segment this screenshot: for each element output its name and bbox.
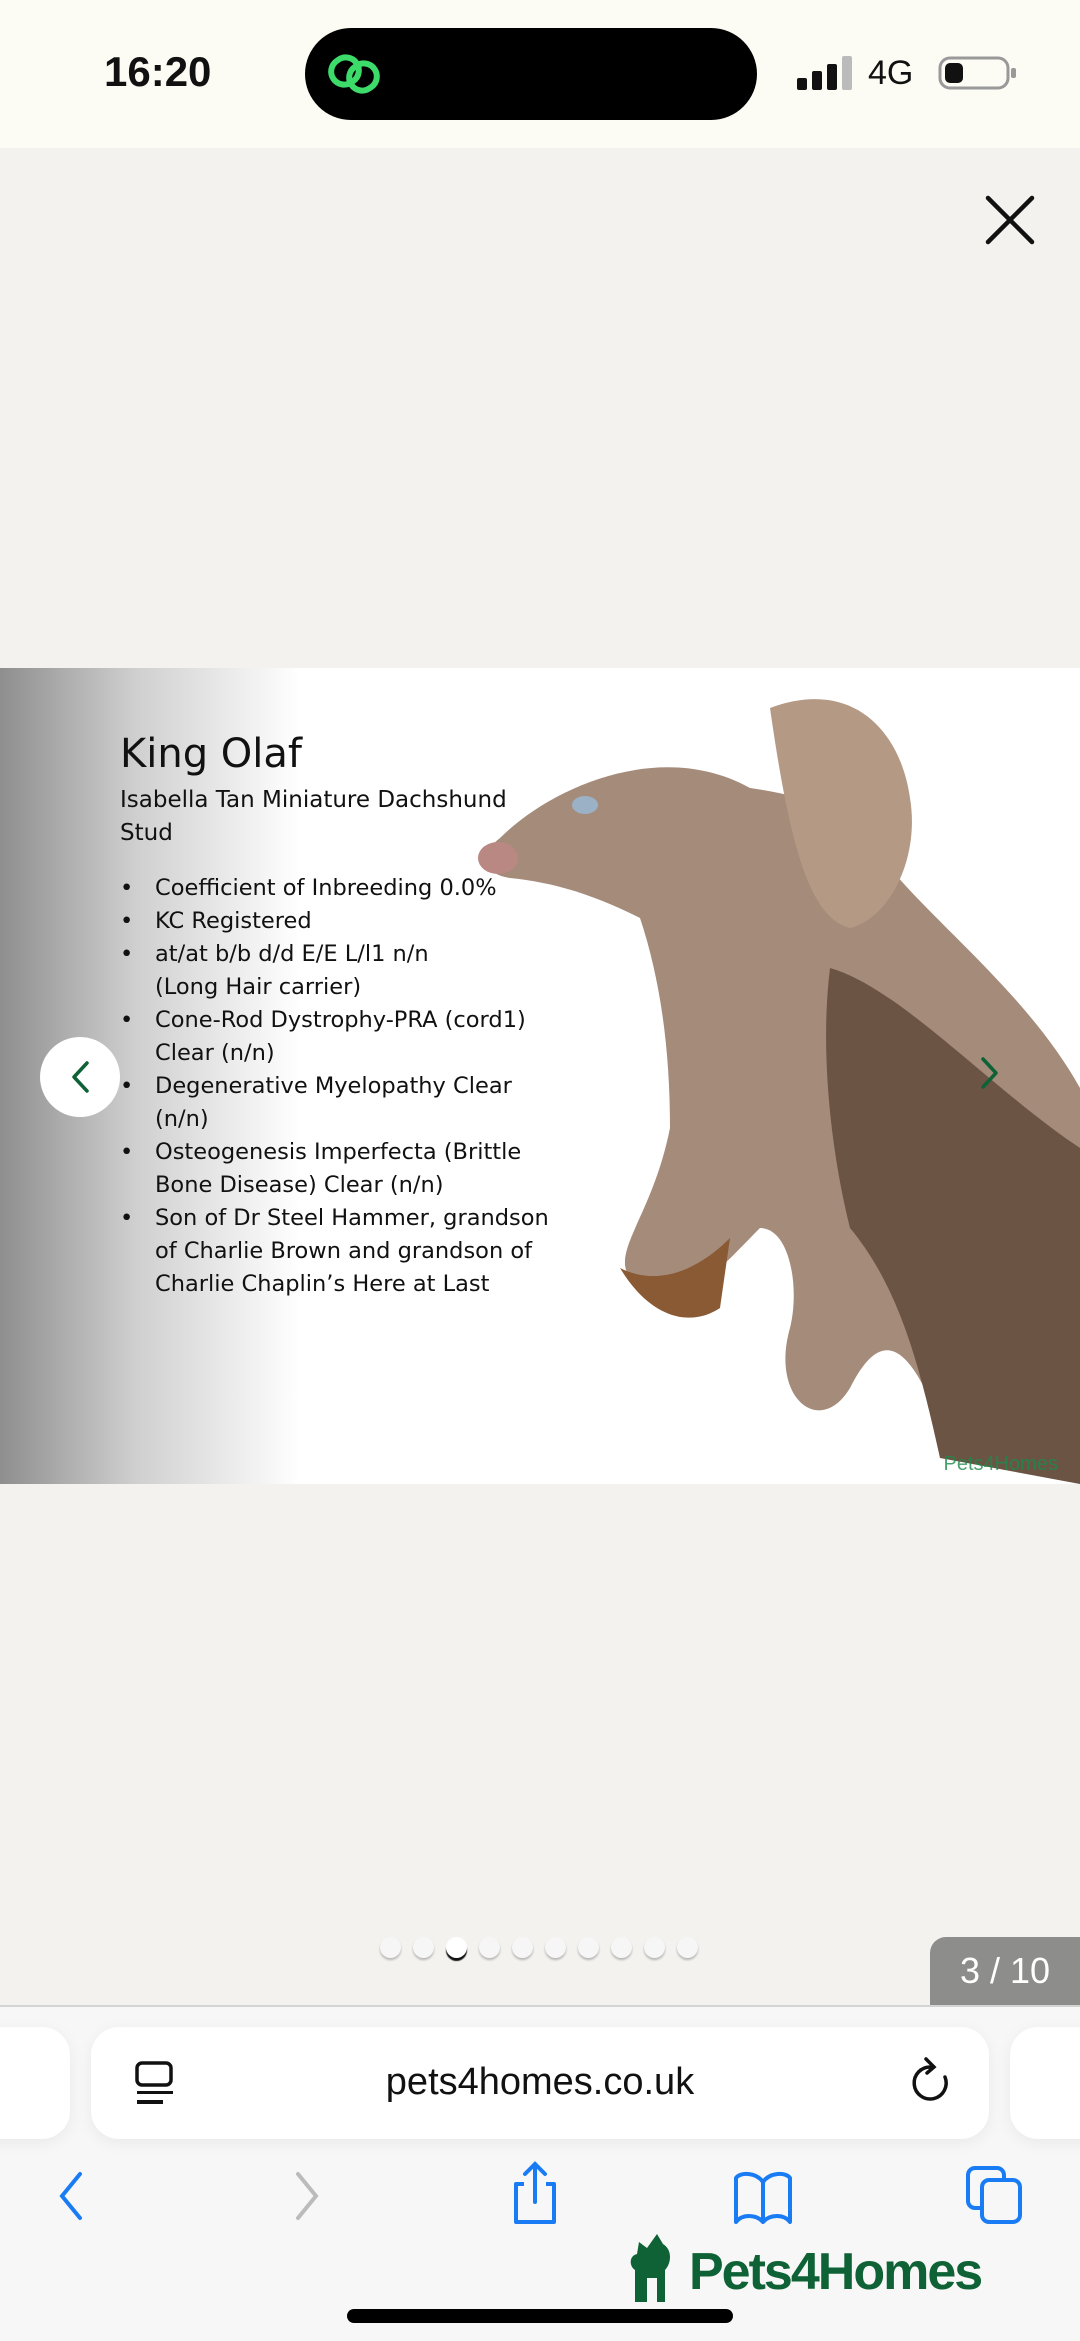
close-icon[interactable]	[982, 192, 1038, 248]
list-item: • Degenerative Myelopathy Clear (n/n)	[120, 1070, 540, 1136]
page-dot[interactable]	[677, 1937, 698, 1958]
next-tab-pill[interactable]	[1010, 2027, 1080, 2139]
list-item: • at/at b/b d/d E/E L/l1 n/n (Long Hair carrier)	[120, 938, 470, 1004]
link-icon	[327, 48, 383, 100]
gallery-slide-image	[0, 668, 1080, 1484]
previous-slide-button[interactable]	[40, 1037, 120, 1117]
page-dot[interactable]	[380, 1937, 401, 1958]
page-dot[interactable]	[578, 1937, 599, 1958]
list-item: • KC Registered	[120, 905, 580, 938]
page-dot-active[interactable]	[446, 1937, 467, 1958]
list-item: • Son of Dr Steel Hammer, grandson of Charlie Brown and grandson of Charlie Chaplin’s Here at Last	[120, 1202, 560, 1301]
previous-tab-pill[interactable]	[0, 2027, 70, 2139]
tabs-icon[interactable]	[964, 2164, 1024, 2226]
page-dot[interactable]	[512, 1937, 533, 1958]
forward-icon[interactable]	[292, 2170, 322, 2222]
pets4homes-logo	[627, 2230, 981, 2302]
network-type: 4G	[868, 54, 914, 92]
page-dot[interactable]	[611, 1937, 632, 1958]
list-item: • Coefficient of Inbreeding 0.0%	[120, 872, 580, 905]
next-slide-button[interactable]	[978, 1055, 1002, 1091]
share-icon[interactable]	[510, 2160, 560, 2226]
dynamic-island	[305, 28, 757, 120]
dog-details-list	[120, 872, 560, 1301]
logo-text: Pets4Homes	[689, 2243, 982, 2301]
status-bar	[0, 0, 1080, 148]
signal-icon	[797, 56, 855, 90]
slide-text	[120, 730, 560, 1301]
status-time: 16:20	[104, 48, 212, 95]
address-bar[interactable]	[91, 2027, 989, 2139]
back-icon[interactable]	[56, 2170, 86, 2222]
bookmarks-icon[interactable]	[732, 2170, 794, 2226]
pets4homes-logo-icon	[627, 2230, 683, 2302]
battery-icon	[938, 56, 1018, 90]
list-item: • Osteogenesis Imperfecta (Brittle Bone Disease) Clear (n/n)	[120, 1136, 550, 1202]
watermark: Pets4Homes	[943, 1453, 1058, 1475]
page-dot[interactable]	[413, 1937, 434, 1958]
pagination-dots	[380, 1937, 698, 1958]
reload-icon[interactable]	[909, 2057, 953, 2107]
chevron-left-icon	[68, 1059, 92, 1095]
url-text[interactable]: pets4homes.co.uk	[385, 2061, 695, 2103]
page-dot[interactable]	[545, 1937, 566, 1958]
list-item: • Cone-Rod Dystrophy-PRA (cord1) Clear (n/n)	[120, 1004, 560, 1070]
home-indicator[interactable]	[347, 2309, 733, 2323]
dog-subtitle: Isabella Tan Miniature Dachshund Stud	[120, 787, 507, 846]
page-dot[interactable]	[644, 1937, 665, 1958]
slide-counter: 3 / 10	[930, 1937, 1080, 2005]
dog-name: King Olaf	[120, 731, 302, 777]
page-dot[interactable]	[479, 1937, 500, 1958]
